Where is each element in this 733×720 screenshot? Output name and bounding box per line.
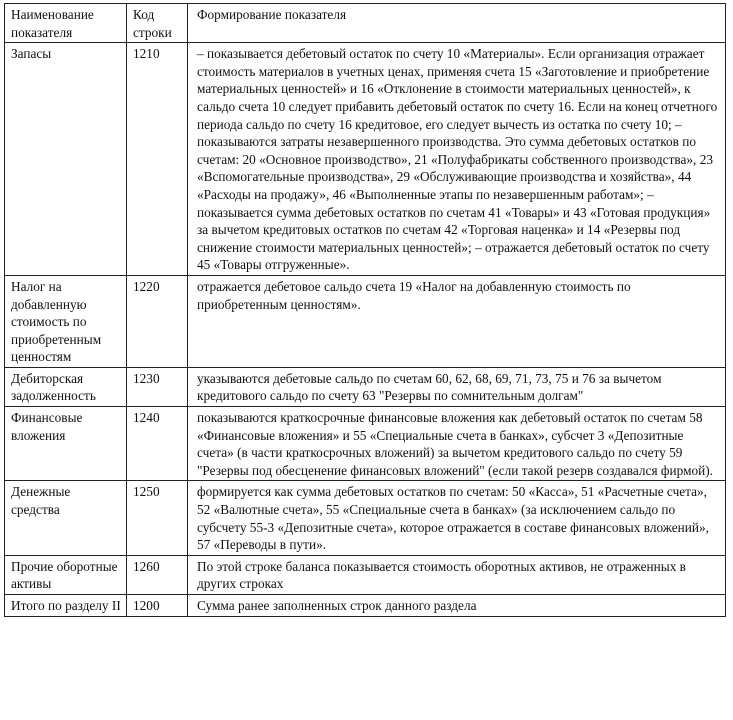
row-desc: указываются дебетовые сальдо по счетам 60, 62, 68, 69, 71, 73, 75 и 76 за вычетом кредитового сальдо по счету 63 "Резервы по сомнительным долгам" [188,367,726,406]
row-name: Налог на добавленную стоимость по приобретенным ценностям [5,275,127,367]
row-name: Прочие оборотные активы [5,555,127,594]
row-code: 1200 [127,595,188,617]
row-desc: отражается дебетовое сальдо счета 19 «Налог на добавленную стоимость по приобретенным ценностям». [188,275,726,367]
row-code: 1210 [127,43,188,276]
row-name: Дебиторская задолженность [5,367,127,406]
table-row [5,407,726,481]
row-code: 1230 [127,367,188,406]
row-desc: формируется как сумма дебетовых остатков по счетам: 50 «Касса», 51 «Расчетные счета», 52 «Валютные счета», 55 «Специальные счета в банках» (за исключением сальдо по субсчету 55-3 «Депозитные счета», которое отражается в составе финансовых вложений», 57 «Переводы в пути». [188,481,726,555]
row-code: 1240 [127,407,188,481]
row-name: Запасы [5,43,127,276]
row-desc: показываются краткосрочные финансовые вложения как дебетовый остаток по счетам 58 «Финансовые вложения» и 55 «Специальные счета в банках», субсчет 3 «Депозитные счета» (в части краткосрочных вложений) за вычетом кредитового сальдо по счету 59 "Резервы под обесценение финансовых вложений" (если такой резерв создавался фирмой). [188,407,726,481]
table-header-row [5,4,726,43]
table-row [5,595,726,617]
header-name: Наименование показателя [5,4,127,43]
table-row [5,555,726,594]
table-row [5,43,726,276]
header-desc: Формирование показателя [188,4,726,43]
row-desc: По этой строке баланса показывается стоимость оборотных активов, не отраженных в других строках [188,555,726,594]
row-code: 1220 [127,275,188,367]
header-code: Код строки [127,4,188,43]
row-code: 1250 [127,481,188,555]
row-name: Итого по разделу II [5,595,127,617]
balance-table [4,3,726,617]
table-row [5,481,726,555]
row-code: 1260 [127,555,188,594]
row-name: Денежные средства [5,481,127,555]
table-row [5,367,726,406]
table-row [5,275,726,367]
row-desc: – показывается дебетовый остаток по счету 10 «Материалы». Если организация отражает стоимость материалов в учетных ценах, применяя счета 15 «Заготовление и приобретение материальных ценностей» и 16 «Отклонение в стоимости материальных ценностей», к сальдо счета 10 следует прибавить дебетовый остаток по счету 16. Если на конец отчетного периода сальдо по счету 16 кредитовое, его следует вычесть из остатка по счету 10; – показываются затраты незавершенного производства. Это сумма дебетовых остатков по счетам: 20 «Основное производство», 21 «Полуфабрикаты собственного производства», 23 «Вспомогательные производства», 29 «Обслуживающие производства и хозяйства», 44 «Расходы на продажу», 46 «Выполненные этапы по незавершенным работам»; – показывается сумма дебетовых остатков по счетам 41 «Товары» и 43 «Готовая продукция» за вычетом кредитовых остатков по счетам 42 «Торговая наценка» и 14 «Резервы под снижение стоимости материальных ценностей»; – отражается дебетовый остаток по счету 45 «Товары отгруженные». [188,43,726,276]
row-name: Финансовые вложения [5,407,127,481]
row-desc: Сумма ранее заполненных строк данного раздела [188,595,726,617]
